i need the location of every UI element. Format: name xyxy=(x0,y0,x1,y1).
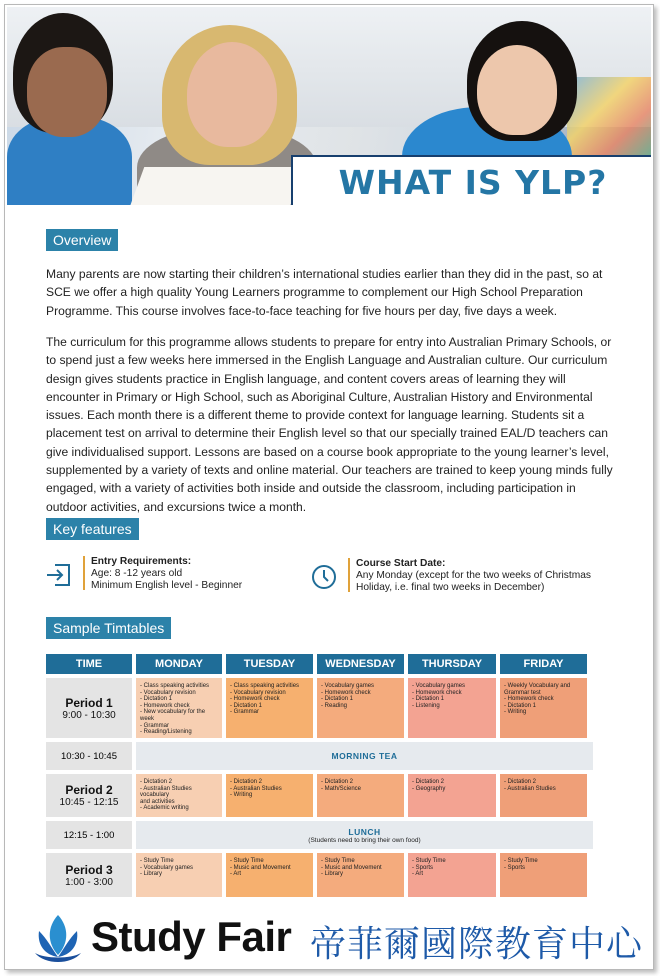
entry-level: Minimum English level - Beginner xyxy=(91,580,243,591)
overview-heading: Overview xyxy=(46,229,118,251)
timetable-heading: Sample Timtables xyxy=(46,617,171,639)
p1-thursday: - Vocabulary games - Homework check - Dictation 1 - Listening xyxy=(408,678,496,738)
course-start-date xyxy=(310,558,591,594)
header-tuesday: TUESDAY xyxy=(226,654,313,674)
p1-friday: - Weekly Vocabulary and Grammar test - Homework check - Dictation 1 - Writing xyxy=(500,678,587,738)
p3-wednesday: - Study Time - Music and Movement - Library xyxy=(317,853,404,897)
p1-wednesday: - Vocabulary games - Homework check - Dictation 1 - Reading xyxy=(317,678,404,738)
period-3-name: Period 3 xyxy=(65,862,113,877)
entry-label: Entry Requirements: xyxy=(91,556,192,567)
overview-paragraph-2: The curriculum for this programme allows students to prepare for entry into Australian Primary Schools, or to spend just a few weeks here immersed in the English Language and Australian culture. Our curriculum design gives students practice in English language, and content covers areas of learning they will encounter in Primary or High School, such as Aboriginal Culture, Australian History and Environmental issues. Each month there is a different theme to provide context for language learning. Students sit a placement test on arrival to determine their English level so that our specially trained EAL/D teachers can give individualised support. Lessons are based on a course book appropriate to the young learner’s level, supplemented by a variety of texts and online material. Our teachers are trained to keep young minds fully engaged, with a variety of activities both inside and outside the classroom, including participation in outdoor activities, and excursions twice a month. xyxy=(46,335,613,514)
period-2-label xyxy=(46,774,132,817)
overview-paragraph-1: Many parents are now starting their children’s international studies earlier than they did in the past, so at SCE we offer a high quality Young Learners programme to complement our High School Preparation Programme. This course involves face-to-face teaching for five hours per day, five days a week. xyxy=(46,267,603,318)
entry-requirements xyxy=(45,556,242,592)
p1-monday: - Class speaking activities - Vocabulary revision - Dictation 1 - Homework check - New vocabulary for the week - Grammar - Reading/Listening xyxy=(136,678,222,738)
entry-arrow-icon xyxy=(45,561,73,589)
lunch-note: (Students need to bring their own food) xyxy=(308,836,421,844)
morning-tea-banner xyxy=(136,742,593,770)
period-1-name: Period 1 xyxy=(65,695,113,710)
header-time: TIME xyxy=(46,654,132,674)
lotus-logo-icon xyxy=(31,909,85,967)
p3-thursday: - Study Time - Sports - Art xyxy=(408,853,496,897)
start-label: Course Start Date: xyxy=(356,558,446,569)
entry-age: Age: 8 -12 years old xyxy=(91,568,183,579)
morning-tea-label: MORNING TEA xyxy=(331,751,398,761)
period-3-label xyxy=(46,853,132,897)
morning-tea-time: 10:30 - 10:45 xyxy=(46,742,132,770)
header-monday: MONDAY xyxy=(136,654,222,674)
period-2-time: 10:45 - 12:15 xyxy=(59,797,119,808)
hero-photo xyxy=(7,7,651,205)
p3-friday: - Study Time - Sports xyxy=(500,853,587,897)
p1-tuesday: - Class speaking activities - Vocabulary revision - Homework check - Dictation 1 - Grammar xyxy=(226,678,313,738)
wall-poster xyxy=(567,77,651,157)
p2-monday: - Dictation 2 - Australian Studies vocabulary and activities - Academic writing xyxy=(136,774,222,817)
header-friday: FRIDAY xyxy=(500,654,587,674)
p2-tuesday: - Dictation 2 - Australian Studies - Writing xyxy=(226,774,313,817)
key-features-heading: Key features xyxy=(46,518,139,540)
start-line-1: Any Monday (except for the two weeks of Christmas xyxy=(356,570,591,581)
p2-thursday: - Dictation 2 - Geography xyxy=(408,774,496,817)
p2-wednesday: - Dictation 2 - Math/Science xyxy=(317,774,404,817)
header-wednesday: WEDNESDAY xyxy=(317,654,404,674)
flyer-page xyxy=(4,4,654,970)
title-box xyxy=(291,155,651,205)
start-line-2: Holiday, i.e. final two weeks in December) xyxy=(356,582,545,593)
clock-icon xyxy=(310,563,338,591)
footer xyxy=(5,905,654,970)
p2-friday: - Dictation 2 - Australian Studies xyxy=(500,774,587,817)
lunch-label: LUNCH xyxy=(348,826,381,837)
brand-name: Study Fair xyxy=(91,913,292,960)
page-title: WHAT IS YLP? xyxy=(338,162,608,202)
header-thursday: THURSDAY xyxy=(408,654,496,674)
p3-monday: - Study Time - Vocabulary games - Library xyxy=(136,853,222,897)
lunch-time: 12:15 - 1:00 xyxy=(46,821,132,849)
lunch-banner xyxy=(136,821,593,849)
period-1-time: 9:00 - 10:30 xyxy=(62,709,116,721)
p3-tuesday: - Study Time - Music and Movement - Art xyxy=(226,853,313,897)
period-3-time: 1:00 - 3:00 xyxy=(65,876,113,888)
period-1-label xyxy=(46,678,132,738)
period-2-name: Period 2 xyxy=(65,783,113,797)
brand-chinese-name: 帝菲爾國際教育中心 xyxy=(310,924,644,965)
